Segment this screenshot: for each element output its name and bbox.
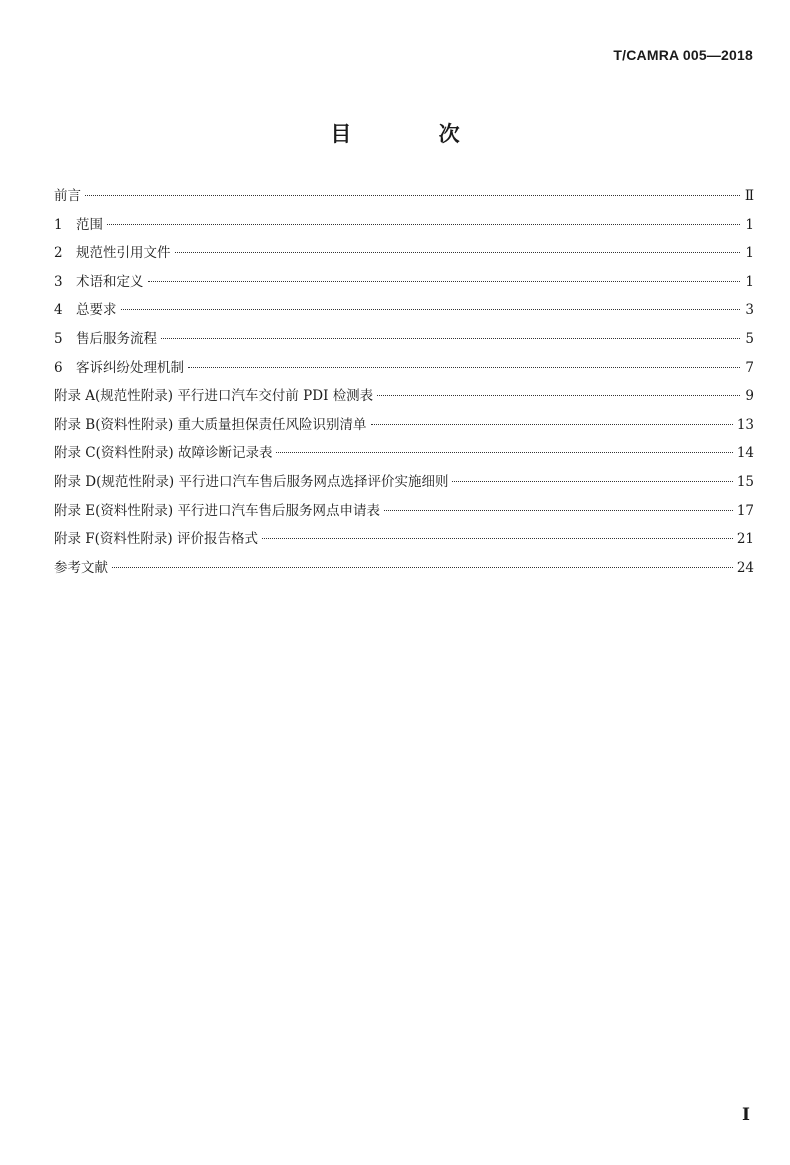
toc-entry-label: 前言 [54, 188, 81, 204]
toc-entry-number: 1 [54, 216, 63, 233]
toc-entry-page: 9 [745, 388, 754, 405]
toc-leader-dots [188, 367, 740, 368]
toc-entry[interactable] [54, 354, 754, 383]
toc-leader-dots [371, 424, 733, 425]
toc-entry[interactable] [54, 554, 754, 583]
toc-entry[interactable] [54, 182, 754, 211]
toc-leader-dots [85, 195, 740, 196]
toc-entry-label: 附录 D(规范性附录) 平行进口汽车售后服务网点选择评价实施细则 [54, 473, 449, 490]
toc-entry-label: 附录 A(规范性附录) 平行进口汽车交付前 PDI 检测表 [54, 388, 374, 405]
toc-entry-label: 规范性引用文件 [76, 245, 171, 262]
toc-entry[interactable] [54, 468, 754, 497]
toc-entry-page: 7 [745, 359, 754, 376]
toc-entry-label: 范围 [76, 216, 103, 233]
toc-entry[interactable] [54, 497, 754, 526]
toc-entry-page: Ⅱ [744, 188, 754, 204]
toc-entry[interactable] [54, 296, 754, 325]
toc-leader-dots [262, 538, 733, 539]
toc-entry-page: 13 [736, 416, 754, 433]
toc-entry-page: 3 [745, 302, 754, 319]
toc-leader-dots [377, 395, 740, 396]
toc-entry[interactable] [54, 211, 754, 240]
toc-entry-number: 4 [54, 302, 63, 319]
toc-entry-label: 附录 C(资料性附录) 故障诊断记录表 [54, 445, 273, 462]
toc-leader-dots [161, 338, 740, 339]
toc-entry-number: 6 [54, 359, 63, 376]
toc-entry-page: 24 [736, 559, 754, 576]
toc-entry-label: 参考文献 [54, 559, 108, 576]
toc-leader-dots [452, 481, 732, 482]
toc-entry-page: 5 [745, 330, 754, 347]
toc-leader-dots [276, 452, 732, 453]
toc-entry-page: 15 [736, 473, 754, 490]
toc-entry-number: 2 [54, 245, 63, 262]
toc-entry-label: 附录 E(资料性附录) 平行进口汽车售后服务网点申请表 [54, 502, 380, 519]
toc-leader-dots [107, 224, 740, 225]
toc-entry-page: 1 [745, 273, 754, 290]
toc-leader-dots [175, 252, 741, 253]
table-of-contents [54, 182, 754, 582]
toc-leader-dots [121, 309, 741, 310]
standard-code: T/CAMRA 005—2018 [613, 47, 753, 63]
page-number: I [742, 1105, 750, 1125]
toc-entry[interactable] [54, 439, 754, 468]
toc-title: 目 次 [330, 122, 500, 146]
toc-entry[interactable] [54, 239, 754, 268]
toc-entry[interactable] [54, 411, 754, 440]
toc-entry-page: 1 [745, 245, 754, 262]
toc-entry-page: 21 [736, 531, 754, 548]
toc-entry-number: 3 [54, 273, 63, 290]
toc-entry[interactable] [54, 268, 754, 297]
toc-entry-page: 14 [736, 445, 754, 462]
toc-entry-label: 附录 B(资料性附录) 重大质量担保责任风险识别清单 [54, 416, 367, 433]
toc-entry-page: 17 [736, 502, 754, 519]
toc-entry-label: 总要求 [76, 302, 117, 319]
toc-entry-label: 附录 F(资料性附录) 评价报告格式 [54, 531, 258, 548]
toc-leader-dots [112, 567, 733, 568]
toc-entry-label: 售后服务流程 [76, 330, 157, 347]
toc-entry[interactable] [54, 325, 754, 354]
toc-entry-number: 5 [54, 330, 63, 347]
toc-leader-dots [148, 281, 741, 282]
toc-entry-label: 客诉纠纷处理机制 [76, 359, 184, 376]
toc-leader-dots [384, 510, 733, 511]
toc-entry-page: 1 [745, 216, 754, 233]
toc-entry-label: 术语和定义 [76, 273, 144, 290]
toc-entry[interactable] [54, 382, 754, 411]
toc-entry[interactable] [54, 525, 754, 554]
